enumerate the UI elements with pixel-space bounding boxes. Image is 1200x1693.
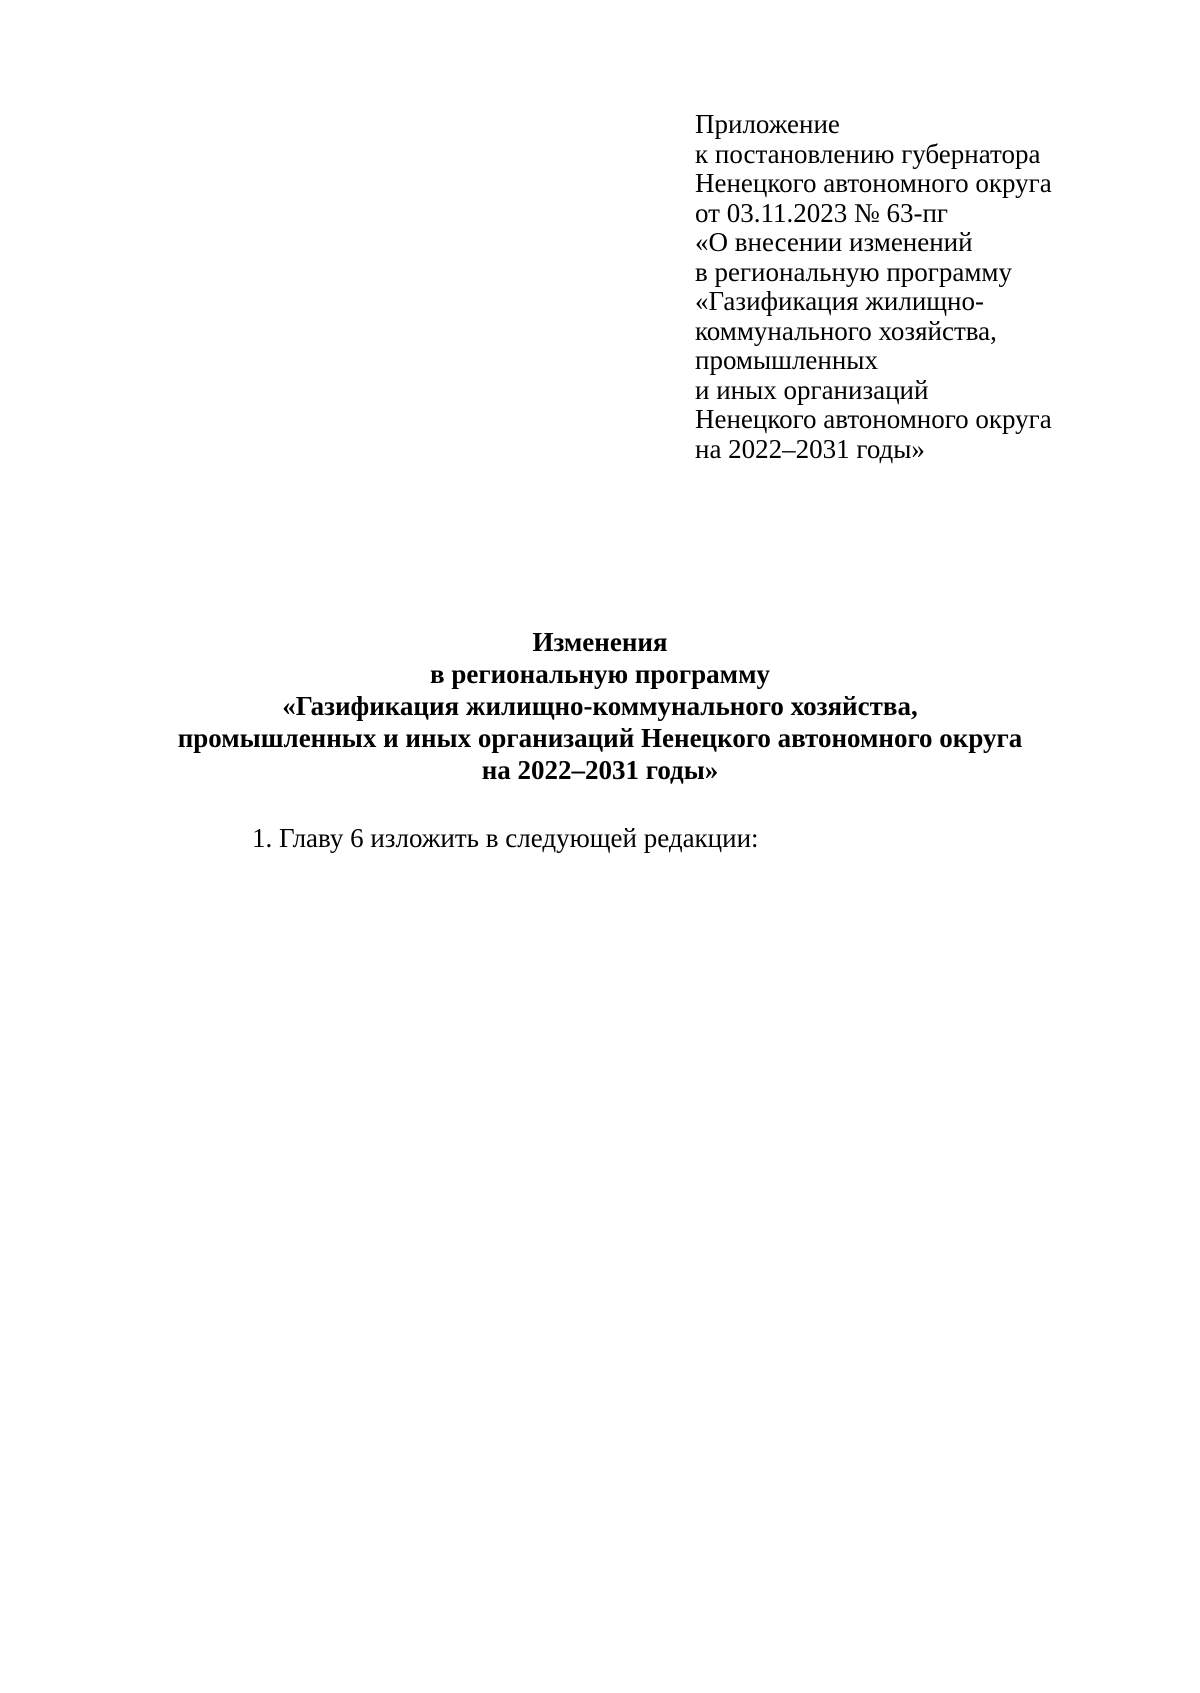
title-line: на 2022–2031 годы» (481, 755, 719, 785)
title-line: промышленных и иных организаций Ненецкого автономного округа (177, 723, 1023, 753)
appendix-line: от 03.11.2023 № 63-пг (695, 197, 948, 228)
title-line: Изменения (532, 627, 668, 657)
appendix-line: в региональную программу (695, 256, 1013, 287)
appendix-line: «О внесении изменений (695, 227, 973, 257)
title-line: в региональную программу (430, 659, 770, 689)
appendix-line: и иных организаций (695, 374, 929, 405)
paragraph-1: 1. Главу 6 изложить в следующей редакции: (252, 823, 759, 853)
appendix-line: коммунального хозяйства, (695, 315, 997, 346)
appendix-header (695, 110, 1175, 464)
document-title (100, 626, 1100, 786)
appendix-line: к постановлению губернатора (695, 138, 1041, 169)
appendix-line: Приложение (695, 109, 840, 139)
appendix-line: «Газификация жилищно- (695, 286, 984, 316)
appendix-line: промышленных (695, 345, 878, 375)
appendix-line: Ненецкого автономного округа (695, 168, 1052, 198)
appendix-line: Ненецкого автономного округа (695, 404, 1052, 434)
title-line: «Газификация жилищно-коммунального хозяйства, (282, 691, 918, 721)
appendix-line: на 2022–2031 годы» (695, 433, 925, 464)
